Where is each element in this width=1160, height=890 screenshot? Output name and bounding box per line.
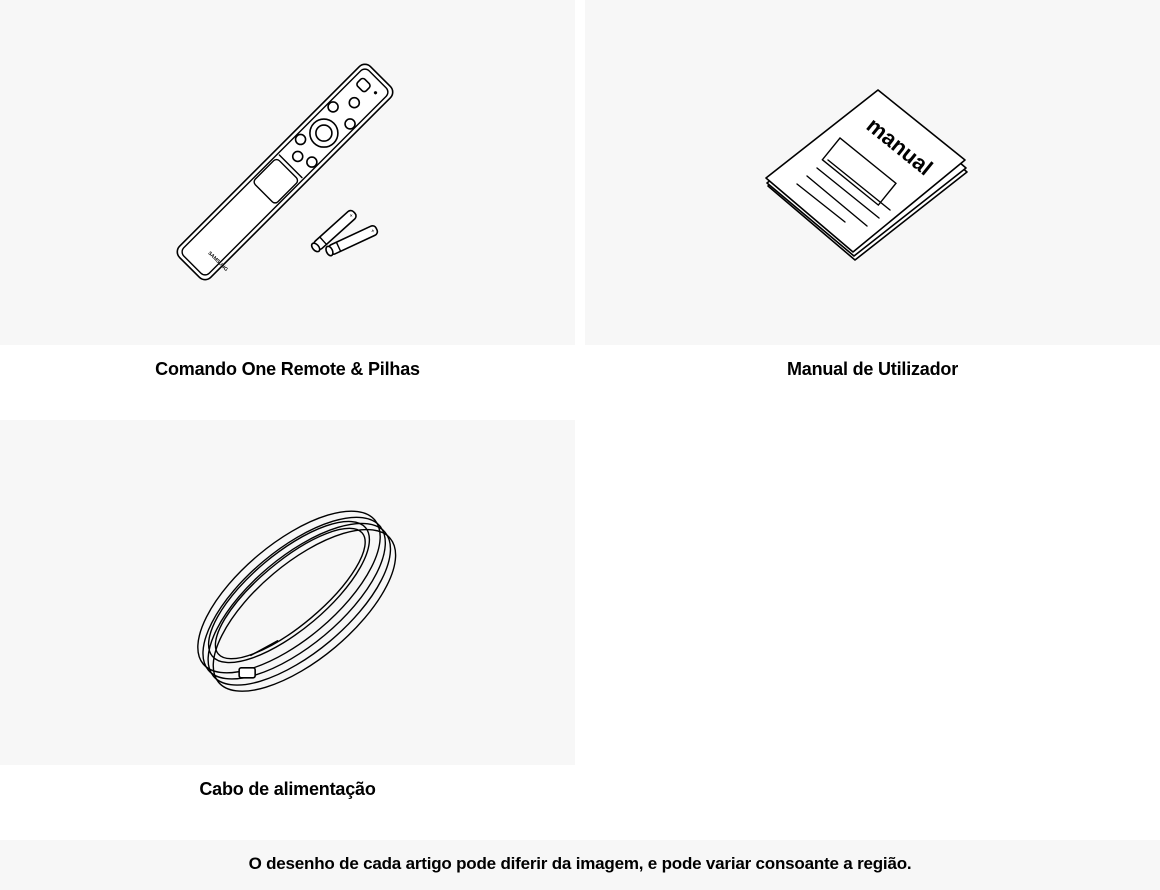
svg-text:+: + [348, 212, 356, 220]
manual-cover-text: manual [861, 112, 938, 181]
accessory-image-panel [0, 0, 575, 345]
power-cable-icon [0, 420, 575, 765]
manual-icon [585, 0, 1160, 345]
accessory-caption: Comando One Remote & Pilhas [155, 359, 420, 379]
accessory-caption: Manual de Utilizador [786, 359, 959, 379]
remote-batteries-icon [0, 0, 575, 345]
accessory-card-power-cable [0, 420, 575, 813]
accessory-image-panel [585, 0, 1160, 345]
remote-brand: SAMSUNG [206, 250, 229, 273]
accessory-card-manual [585, 0, 1160, 393]
accessory-card-remote [0, 0, 575, 393]
accessory-caption: Cabo de alimentação [199, 779, 376, 799]
accessory-image-panel [0, 420, 575, 765]
svg-text:+: + [370, 228, 377, 236]
disclaimer-note: O desenho de cada artigo pode diferir da imagem, e pode variar consoante a região. [0, 840, 1160, 890]
